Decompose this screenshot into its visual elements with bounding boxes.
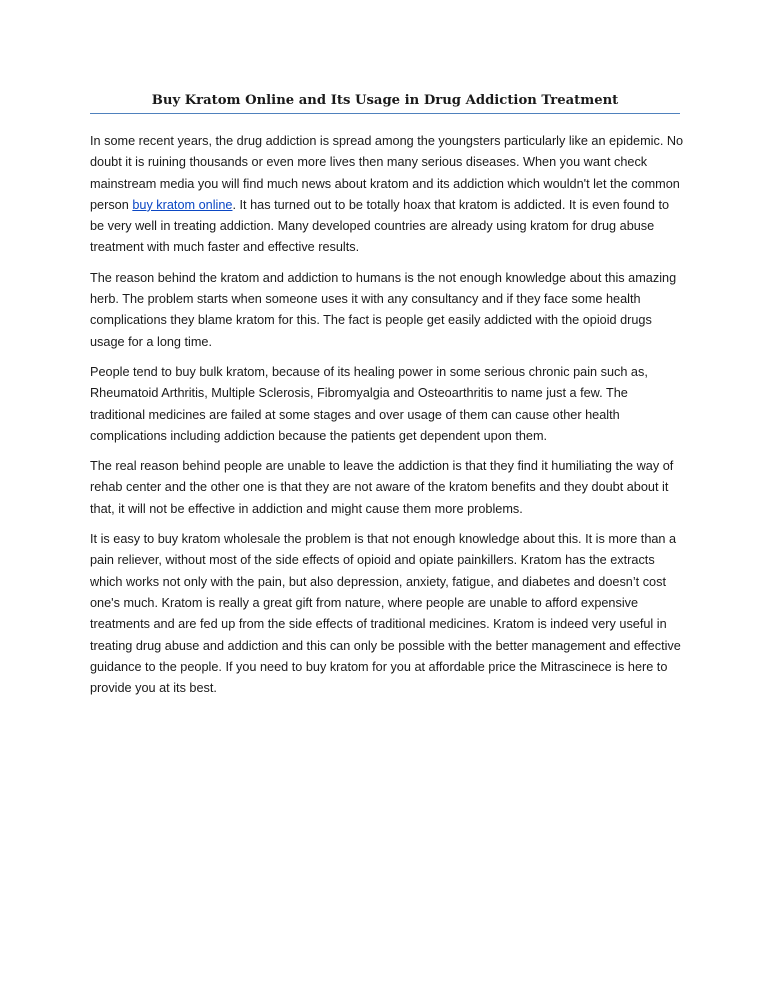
paragraph-1-text-after-link: . It has turned out to be totally hoax that kratom is addicted. It is even found to be very well in treating addiction. Many developed countries are already using kratom for drug abuse treatment with much faster and effective results. [90, 197, 670, 255]
document-title: Buy Kratom Online and Its Usage in Drug Addiction Treatment [151, 93, 619, 108]
buy-kratom-online-link[interactable]: buy kratom online [132, 197, 233, 212]
paragraph-1 [90, 131, 686, 259]
paragraph-5: It is easy to buy kratom wholesale the problem is that not enough knowledge about this. It is more than a pain reliever, without most of the side effects of opioid and opiate painkillers. Kratom has the extracts which works not only with the pain, but also depression, anxiety, fatigue, and diabetes and doesn’t cost one's much. Kratom is really a great gift from nature, where people are unable to afford expensive treatments and are fed up from the side effects of traditional medicines. Kratom is indeed very useful in treating drug abuse and addiction and this can only be possible with the better management and effective guidance to the people. If you need to buy kratom for you at affordable price the Mitrascinece is here to provide you at its best. [90, 532, 681, 696]
title-underline-rule [90, 113, 680, 114]
document-body [90, 131, 686, 708]
paragraph-4: The real reason behind people are unable to leave the addiction is that they find it humiliating the way of rehab center and the other one is that they are not aware of the kratom benefits and they doubt about it that, it will not be effective in addiction and might cause them more problems. [90, 459, 674, 516]
paragraph-2: The reason behind the kratom and addiction to humans is the not enough knowledge about this amazing herb. The problem starts when someone uses it with any consultancy and if they face some health complications they blame kratom for this. The fact is people get easily addicted with the opioid drugs usage for a long time. [90, 270, 677, 349]
paragraph-3: People tend to buy bulk kratom, because of its healing power in some serious chronic pain such as, Rheumatoid Arthritis, Multiple Sclerosis, Fibromyalgia and Osteoarthritis to name just a few. The traditional medicines are failed at some stages and over usage of them can cause other health complications including addiction because the patients get dependent upon them. [90, 364, 648, 443]
paragraph-1-text-before-link: In some recent years, the drug addiction is spread among the youngsters particularly like an epidemic. No doubt it is ruining thousands or even more lives then many serious diseases. When you want check mainstream media you will find much news about kratom and its addiction which wouldn't let the common person [90, 134, 684, 212]
